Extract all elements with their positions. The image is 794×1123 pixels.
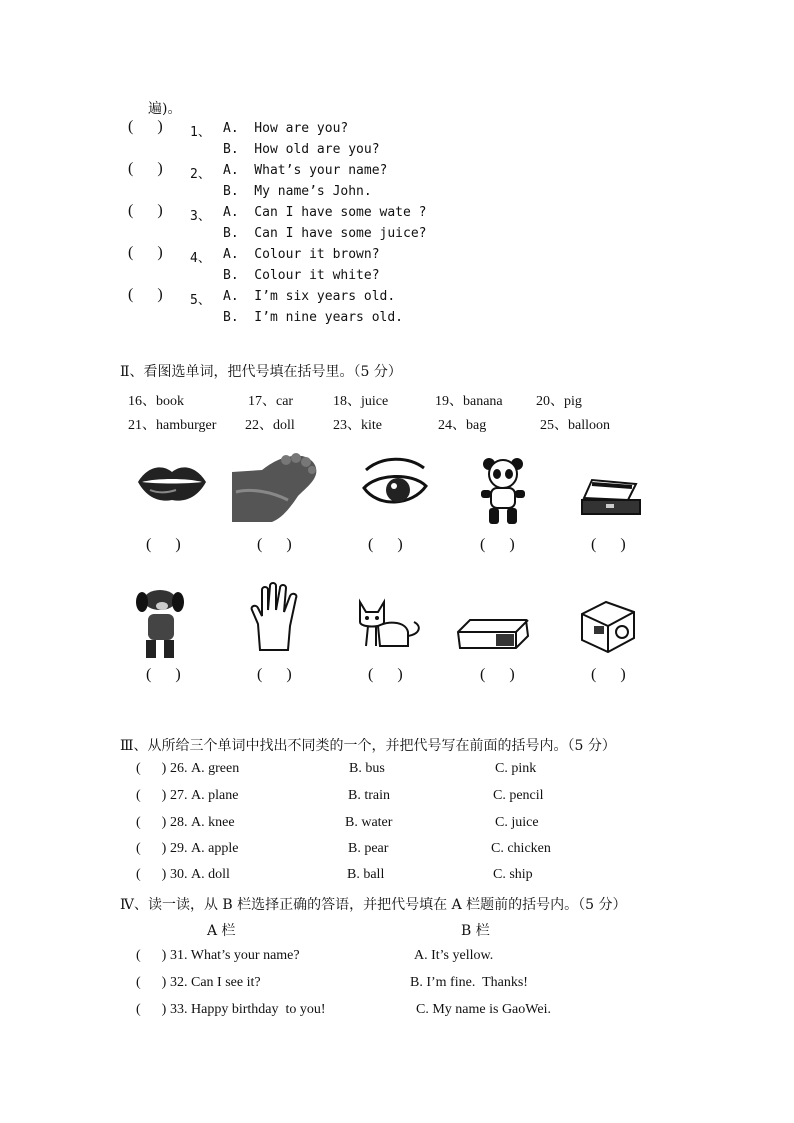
item-number: 26. bbox=[170, 761, 188, 776]
question-number: 1、 bbox=[190, 125, 211, 140]
answer-bracket[interactable]: ( ) bbox=[136, 761, 167, 776]
picture-answer-bracket[interactable]: ( ) bbox=[257, 536, 292, 553]
panda-picture bbox=[477, 456, 529, 528]
option-b: B. water bbox=[345, 815, 393, 830]
answer-bracket[interactable]: ( ) bbox=[136, 841, 167, 856]
answer-option: B. I’m fine. Thanks! bbox=[410, 975, 528, 990]
option-a: A. How are you? bbox=[223, 121, 349, 136]
option-a: A. green bbox=[191, 761, 240, 776]
picture-answer-bracket[interactable]: ( ) bbox=[480, 666, 515, 683]
option-a: A. plane bbox=[191, 788, 239, 803]
answer-bracket[interactable]: ( ) bbox=[128, 202, 163, 219]
answer-bracket[interactable]: ( ) bbox=[128, 244, 163, 261]
option-b: B. How old are you? bbox=[223, 142, 380, 157]
question-number: 5、 bbox=[190, 293, 211, 308]
lips-picture bbox=[136, 462, 208, 504]
option-a: A. What’s your name? bbox=[223, 163, 388, 178]
item-number: 27. bbox=[170, 788, 188, 803]
pencil-box-picture bbox=[580, 474, 642, 518]
option-b: B. ball bbox=[347, 867, 385, 882]
word-option: 25、balloon bbox=[540, 418, 610, 433]
option-a: A. apple bbox=[191, 841, 239, 856]
cat-picture bbox=[354, 596, 424, 650]
word-option: 24、bag bbox=[438, 418, 487, 433]
column-a-label: A 栏 bbox=[207, 923, 236, 939]
option-c: C. pink bbox=[495, 761, 537, 776]
picture-answer-bracket[interactable]: ( ) bbox=[257, 666, 292, 683]
word-option: 20、pig bbox=[536, 394, 582, 409]
word-option: 23、kite bbox=[333, 418, 382, 433]
part3-heading: Ⅲ、从所给三个单词中找出不同类的一个，并把代号写在前面的括号内。（5 分） bbox=[120, 738, 616, 754]
answer-bracket[interactable]: ( ) bbox=[136, 948, 167, 963]
picture-answer-bracket[interactable]: ( ) bbox=[368, 536, 403, 553]
option-a: A. knee bbox=[191, 815, 235, 830]
picture-answer-bracket[interactable]: ( ) bbox=[146, 536, 181, 553]
picture-answer-bracket[interactable]: ( ) bbox=[480, 536, 515, 553]
answer-bracket[interactable]: ( ) bbox=[136, 975, 167, 990]
option-b: B. train bbox=[348, 788, 390, 803]
part4-heading: Ⅳ、读一读，从 B 栏选择正确的答语，并把代号填在 A 栏题前的括号内。（5 分） bbox=[120, 897, 627, 913]
question-number: 3、 bbox=[190, 209, 211, 224]
word-option: 16、book bbox=[128, 394, 184, 409]
word-option: 17、car bbox=[248, 394, 294, 409]
option-b: B. bus bbox=[349, 761, 385, 776]
option-c: C. juice bbox=[495, 815, 539, 830]
answer-bracket[interactable]: ( ) bbox=[128, 160, 163, 177]
answer-bracket[interactable]: ( ) bbox=[136, 1002, 167, 1017]
picture-answer-bracket[interactable]: ( ) bbox=[146, 666, 181, 683]
sharpener-picture bbox=[578, 598, 638, 654]
option-a: A. I’m six years old. bbox=[223, 289, 396, 304]
option-b: B. My name’s John. bbox=[223, 184, 372, 199]
answer-bracket[interactable]: ( ) bbox=[128, 118, 163, 135]
hand-picture bbox=[248, 580, 302, 652]
word-option: 18、juice bbox=[333, 394, 389, 409]
picture-answer-bracket[interactable]: ( ) bbox=[591, 666, 626, 683]
answer-bracket[interactable]: ( ) bbox=[128, 286, 163, 303]
word-option: 21、hamburger bbox=[128, 418, 217, 433]
dog-picture bbox=[132, 586, 190, 660]
option-c: C. chicken bbox=[491, 841, 551, 856]
answer-bracket[interactable]: ( ) bbox=[136, 788, 167, 803]
question-number: 2、 bbox=[190, 167, 211, 182]
question-number: 4、 bbox=[190, 251, 211, 266]
answer-bracket[interactable]: ( ) bbox=[136, 815, 167, 830]
option-a: A. Colour it brown? bbox=[223, 247, 380, 262]
option-a: A. Can I have some wate ? bbox=[223, 205, 427, 220]
answer-bracket[interactable]: ( ) bbox=[136, 867, 167, 882]
option-c: C. ship bbox=[493, 867, 533, 882]
eraser-picture bbox=[456, 612, 530, 650]
word-option: 19、banana bbox=[435, 394, 503, 409]
eye-picture bbox=[362, 456, 428, 514]
question-text: 33. Happy birthday to you! bbox=[170, 1002, 326, 1017]
option-b: B. Can I have some juice? bbox=[223, 226, 427, 241]
picture-answer-bracket[interactable]: ( ) bbox=[591, 536, 626, 553]
word-option: 22、doll bbox=[245, 418, 295, 433]
option-c: C. pencil bbox=[493, 788, 544, 803]
item-number: 28. bbox=[170, 815, 188, 830]
part1-instruction-tail: 遍)。 bbox=[148, 101, 182, 117]
item-number: 30. bbox=[170, 867, 188, 882]
item-number: 29. bbox=[170, 841, 188, 856]
option-b: B. Colour it white? bbox=[223, 268, 380, 283]
column-b-label: B 栏 bbox=[461, 923, 490, 939]
part2-heading: Ⅱ、看图选单词，把代号填在括号里。（5 分） bbox=[120, 364, 402, 380]
picture-answer-bracket[interactable]: ( ) bbox=[368, 666, 403, 683]
question-text: 31. What’s your name? bbox=[170, 948, 300, 963]
option-a: A. doll bbox=[191, 867, 230, 882]
option-b: B. I’m nine years old. bbox=[223, 310, 404, 325]
answer-option: C. My name is GaoWei. bbox=[416, 1002, 551, 1017]
answer-option: A. It’s yellow. bbox=[414, 948, 494, 963]
foot-picture bbox=[232, 452, 318, 524]
question-text: 32. Can I see it? bbox=[170, 975, 261, 990]
option-b: B. pear bbox=[348, 841, 389, 856]
